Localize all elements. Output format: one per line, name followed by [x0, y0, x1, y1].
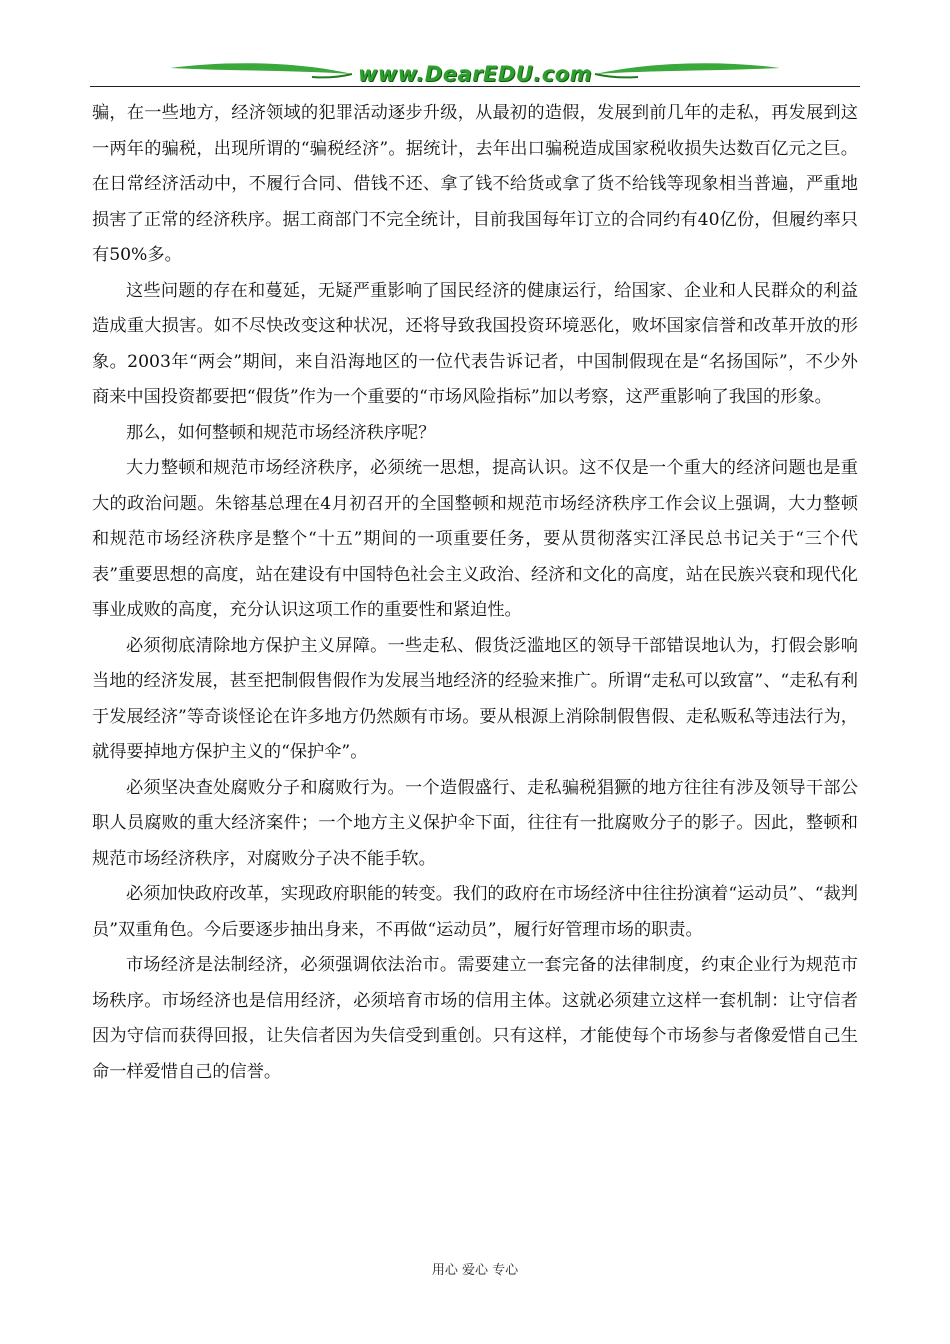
paragraph: 必须加快政府改革，实现政府职能的转变。我们的政府在市场经济中往往扮演着“运动员”、“裁判员”双重角色。今后要逐步抽出身来，不再做“运动员”，履行好管理市场的职责。	[92, 884, 858, 940]
paragraph: 那么，如何整顿和规范市场经济秩序呢？	[126, 422, 436, 443]
paragraph: 骗，在一些地方，经济领域的犯罪活动逐步升级，从最初的造假，发展到前几年的走私，再发展到这一两年的骗税，出现所谓的“骗税经济”。据统计，去年出口骗税造成国家税收损失达数百亿元之巨。在日常经济活动中，不履行合同、借钱不还、拿了钱不给货或拿了货不给钱等现象相当普遍，严重地损害了正常的经济秩序。据工商部门不完全统计，目前我国每年订立的合同约有40亿份，但履约率只有50%多。	[92, 103, 858, 265]
paragraph: 这些问题的存在和蔓延，无疑严重影响了国民经济的健康运行，给国家、企业和人民群众的利益造成重大损害。如不尽快改变这种状况，还将导致我国投资环境恶化，败坏国家信誉和改革开放的形象。2003年“两会”期间，来自沿海地区的一位代表告诉记者，中国制假现在是“名扬国际”，不少外商来中国投资都要把“假货”作为一个重要的“市场风险指标”加以考察，这严重影响了我国的形象。	[92, 280, 858, 407]
document-body	[92, 96, 858, 1090]
paragraph: 必须坚决查处腐败分子和腐败行为。一个造假盛行、走私骗税猖獗的地方往往有涉及领导干部公职人员腐败的重大经济案件；一个地方主义保护伞下面，往往有一批腐败分子的影子。因此，整顿和规范市场经济秩序，对腐败分子决不能手软。	[92, 777, 858, 869]
site-logo[interactable]: www.DearEDU.com	[357, 62, 593, 86]
header-divider	[90, 86, 860, 87]
paragraph: 大力整顿和规范市场经济秩序，必须统一思想，提高认识。这不仅是一个重大的经济问题也是重大的政治问题。朱镕基总理在4月初召开的全国整顿和规范市场经济秩序工作会议上强调，大力整顿和规范市场经济秩序是整个“十五”期间的一项重要任务，要从贯彻落实江泽民总书记关于“三个代表”重要思想的高度，站在建设有中国特色社会主义政治、经济和文化的高度，站在民族兴衰和现代化事业成败的高度，充分认识这项工作的重要性和紧迫性。	[92, 458, 858, 620]
paragraph: 必须彻底清除地方保护主义屏障。一些走私、假货泛滥地区的领导干部错误地认为，打假会影响当地的经济发展，甚至把制假售假作为发展当地经济的经验来推广。所谓“走私可以致富”、“走私有利于发展经济”等奇谈怪论在许多地方仍然颇有市场。要从根源上消除制假售假、走私贩私等违法行为，就得要掉地方保护主义的“保护伞”。	[92, 635, 858, 762]
paragraph: 市场经济是法制经济，必须强调依法治市。需要建立一套完备的法律制度，约束企业行为规范市场秩序。市场经济也是信用经济，必须培育市场的信用主体。这就必须建立这样一套机制：让守信者因为守信而获得回报，让失信者因为失信受到重创。只有这样，才能使每个市场参与者像爱惜自己生命一样爱惜自己的信誉。	[92, 955, 858, 1082]
page-footer: 用心 爱心 专心	[431, 1263, 519, 1278]
page-header	[90, 54, 860, 90]
